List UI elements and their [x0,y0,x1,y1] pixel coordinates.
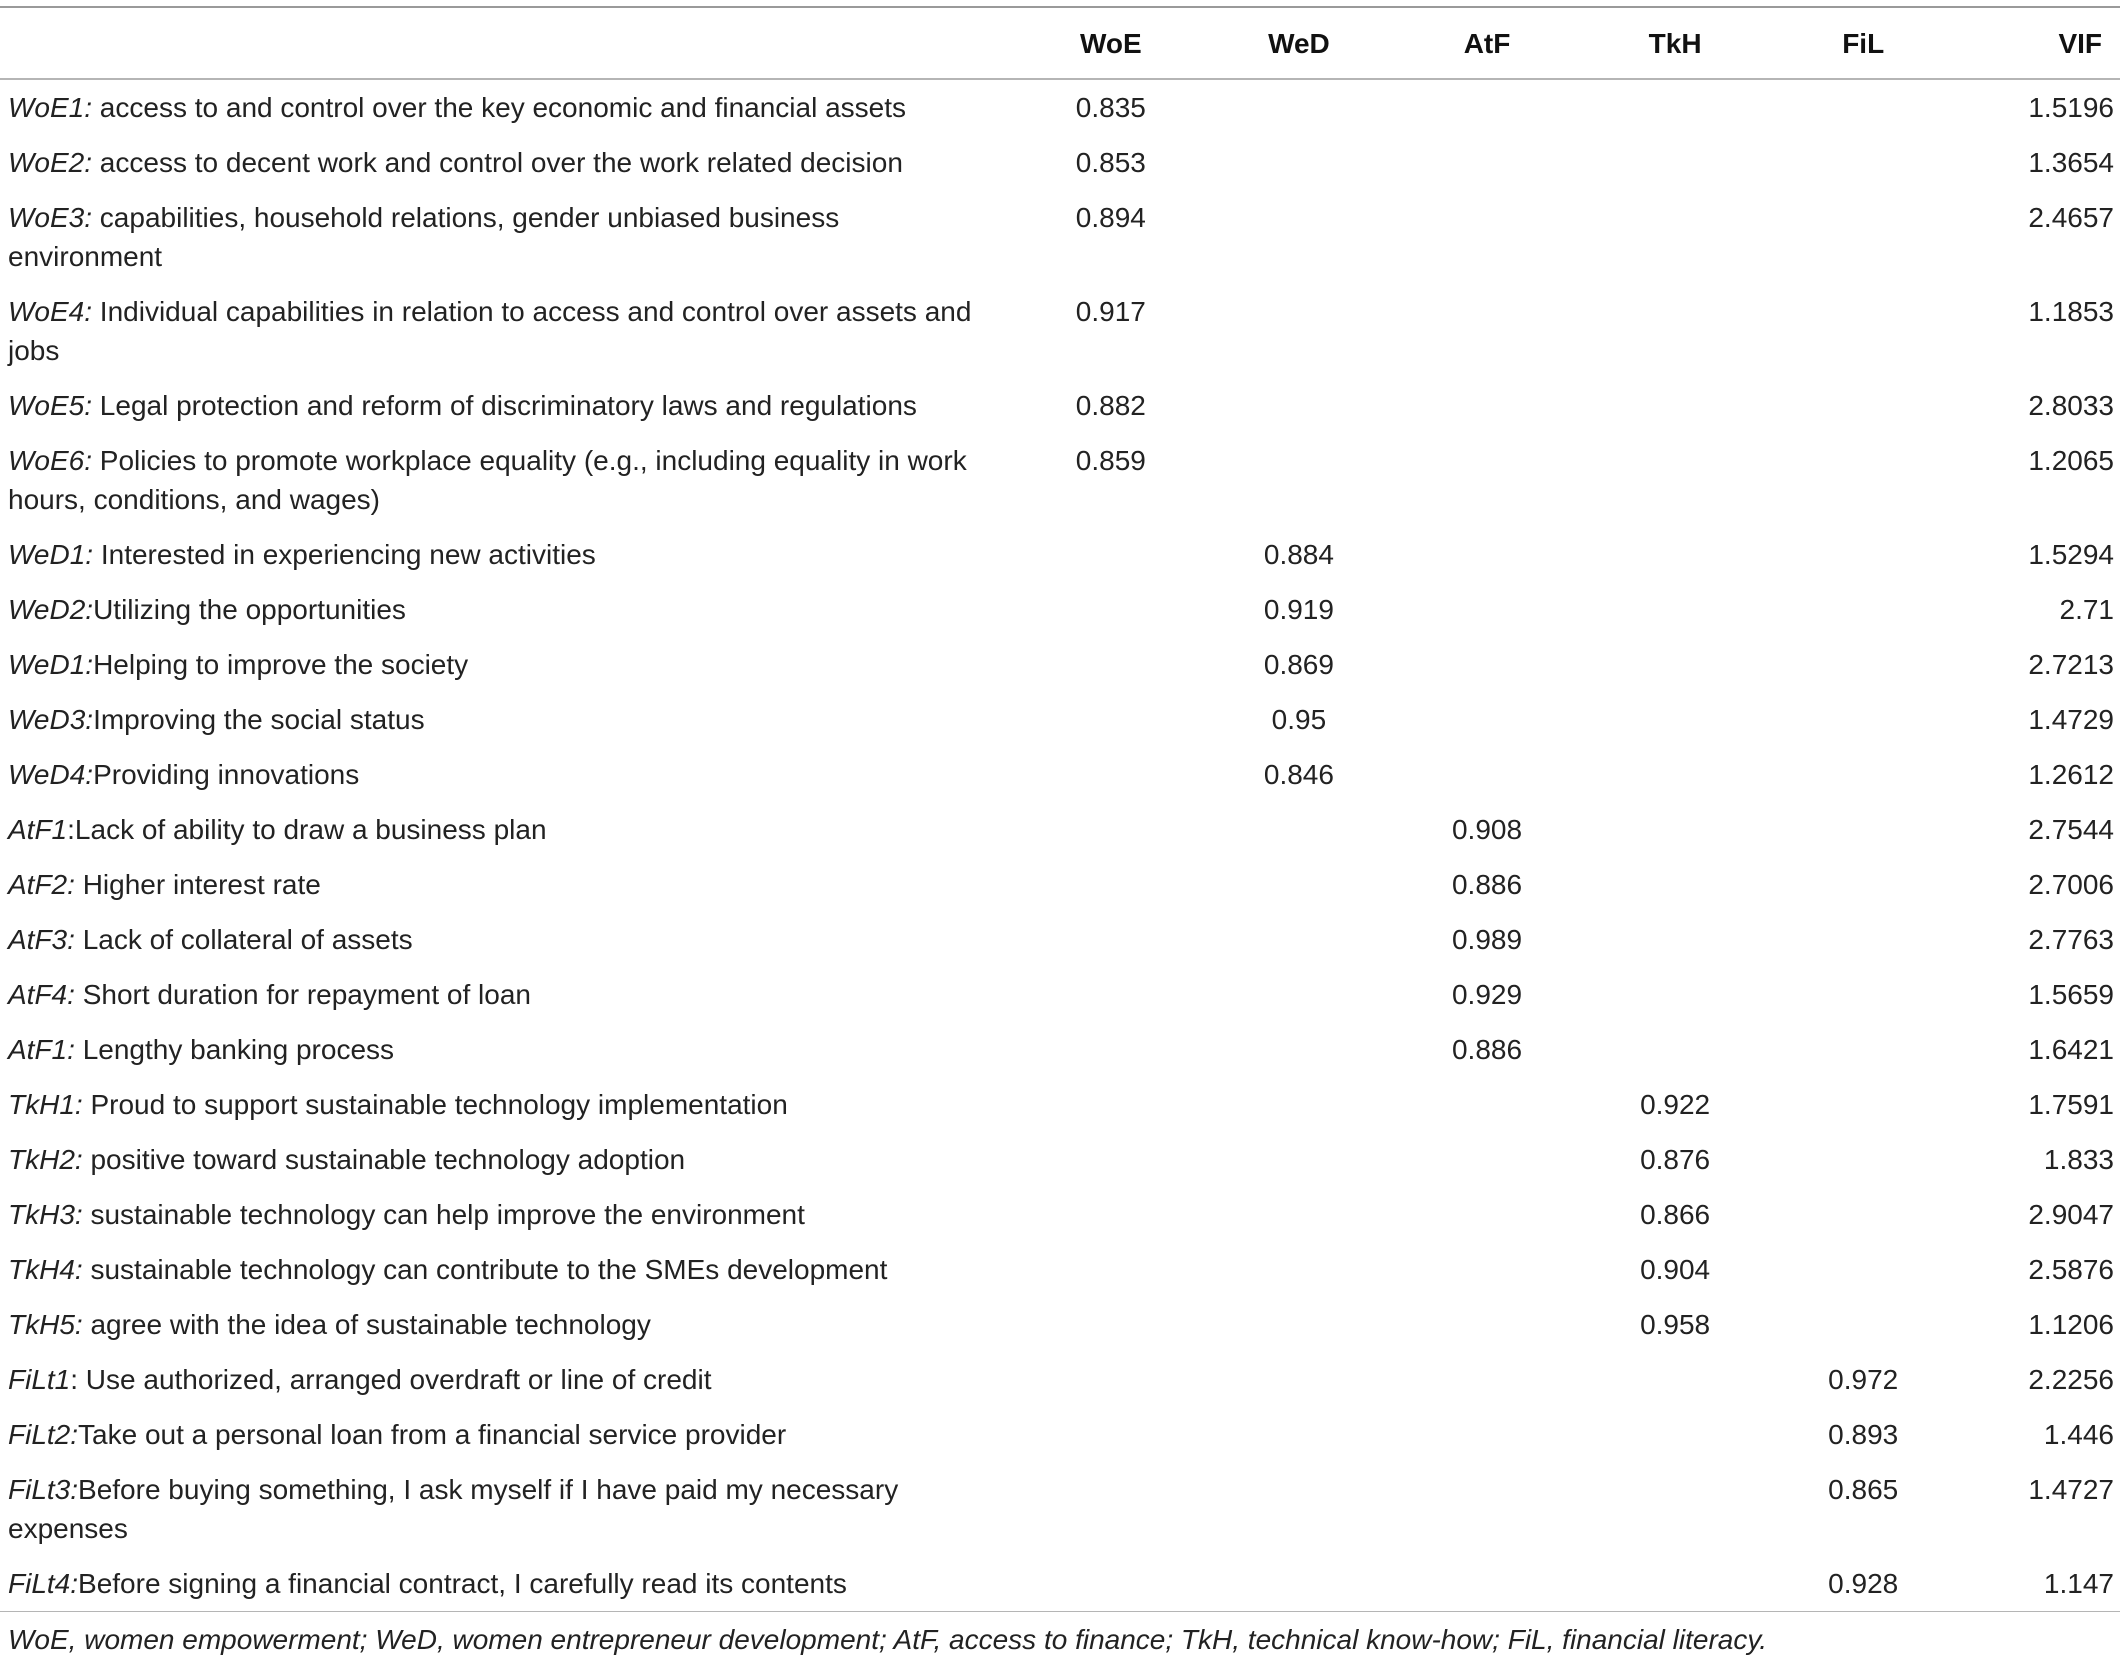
item-description: :Lack of ability to draw a business plan [67,813,547,845]
loading-cell-wed [1205,802,1393,857]
loading-cell-atf: 0.908 [1451,813,1523,845]
loading-cell-tkh [1581,527,1769,582]
table-row [0,1022,2120,1077]
loading-cell-wed [1205,1352,1393,1407]
loading-cell-woe [1017,1352,1205,1407]
item-description: access to and control over the key economic and financial assets [92,91,907,123]
loading-cell-fil [1769,1187,1957,1242]
item-code: FiLt4: [8,1567,79,1599]
loading-cell-fil [1769,582,1957,637]
vif-cell: 1.147 [2043,1567,2114,1599]
table-row [0,1077,2120,1132]
vif-cell: 1.4729 [2028,703,2114,735]
loading-cell-tkh [1581,433,1769,527]
loading-cell-wed [1205,1077,1393,1132]
loading-cell-fil [1769,802,1957,857]
vif-cell: 2.7213 [2028,648,2114,680]
item-cell [0,284,1017,378]
item-code: TkH5: [8,1308,83,1340]
item-code: WoE6: [8,444,93,476]
item-code: WoE5: [8,389,93,421]
vif-cell: 1.5196 [2028,91,2114,123]
vif-cell: 1.5294 [2028,538,2114,570]
item-description: Providing innovations [93,758,360,790]
loading-cell-tkh [1581,747,1769,802]
table-row [0,582,2120,637]
table-row [0,378,2120,433]
item-cell [0,190,1017,284]
loading-cell-tkh [1581,912,1769,967]
item-cell [0,1556,1017,1611]
loading-cell-tkh [1581,135,1769,190]
item-code: AtF3: [8,923,75,955]
loading-cell-wed: 0.884 [1263,538,1334,570]
table-row [0,80,2120,135]
item-description: Individual capabilities in relation to access and control over assets and jobs [8,295,980,366]
loading-cell-wed [1205,284,1393,378]
loading-cell-tkh [1581,857,1769,912]
loading-cell-atf [1393,692,1581,747]
table-row [0,190,2120,284]
header-item [0,8,1017,78]
loading-cell-fil [1769,967,1957,1022]
item-code: FiLt1 [8,1363,71,1395]
item-code: FiLt3: [8,1473,79,1505]
loading-cell-atf [1393,527,1581,582]
loading-cell-tkh: 0.958 [1640,1308,1711,1340]
loading-cell-atf [1393,637,1581,692]
table-row [0,433,2120,527]
loading-cell-atf [1393,1556,1581,1611]
loading-cell-fil [1769,1022,1957,1077]
vif-cell: 1.4727 [2028,1473,2114,1505]
item-code: WeD4: [8,758,94,790]
item-description: : Use authorized, arranged overdraft or line of credit [70,1363,712,1395]
item-cell [0,433,1017,527]
item-code: TkH2: [8,1143,83,1175]
vif-cell: 2.9047 [2028,1198,2114,1230]
loading-cell-fil: 0.893 [1828,1418,1899,1450]
loading-cell-woe [1017,802,1205,857]
loading-cell-woe [1017,857,1205,912]
loading-cell-wed: 0.869 [1263,648,1334,680]
item-code: WoE4: [8,295,93,327]
loading-cell-atf [1393,1132,1581,1187]
loading-cell-tkh [1581,692,1769,747]
loading-cell-wed [1205,1132,1393,1187]
loading-cell-tkh [1581,1462,1769,1556]
table-row [0,802,2120,857]
table-row [0,1132,2120,1187]
loading-cell-woe [1017,747,1205,802]
item-code: WeD1: [8,648,94,680]
item-cell [0,1022,1017,1077]
loading-cell-tkh [1581,80,1769,135]
table-row [0,912,2120,967]
table-row [0,135,2120,190]
vif-cell: 2.8033 [2028,389,2114,421]
item-cell [0,1407,1017,1462]
item-cell [0,1352,1017,1407]
header-wed: WeD [1268,27,1330,59]
item-description: Before signing a financial contract, I carefully read its contents [78,1567,847,1599]
loading-cell-woe [1017,1132,1205,1187]
loading-cell-atf [1393,1242,1581,1297]
loading-cell-atf [1393,582,1581,637]
vif-cell: 1.833 [2043,1143,2114,1175]
item-description: Lengthy banking process [74,1033,395,1065]
item-description: sustainable technology can contribute to the SMEs development [82,1253,888,1285]
loading-cell-fil [1769,692,1957,747]
item-description: positive toward sustainable technology adoption [82,1143,686,1175]
item-cell [0,527,1017,582]
loading-cell-wed [1205,1407,1393,1462]
loading-cell-woe [1017,1462,1205,1556]
item-cell [0,378,1017,433]
loading-cell-fil [1769,1132,1957,1187]
vif-cell: 2.4657 [2028,201,2114,233]
loading-cell-woe: 0.835 [1075,91,1146,123]
loading-cell-woe [1017,967,1205,1022]
item-description: agree with the idea of sustainable technology [82,1308,651,1340]
table-row [0,1556,2120,1611]
loading-cell-woe: 0.894 [1075,201,1146,233]
vif-cell: 2.2256 [2028,1363,2114,1395]
loading-cell-fil [1769,1297,1957,1352]
loading-cell-atf [1393,1297,1581,1352]
item-cell [0,912,1017,967]
loading-cell-tkh [1581,284,1769,378]
loading-cell-fil: 0.928 [1828,1567,1899,1599]
loading-cell-wed: 0.95 [1271,703,1327,735]
loading-cell-tkh [1581,637,1769,692]
item-cell [0,1297,1017,1352]
vif-cell: 1.6421 [2028,1033,2114,1065]
loading-cell-woe [1017,912,1205,967]
item-cell [0,1077,1017,1132]
loading-cell-atf [1393,80,1581,135]
loading-cell-woe: 0.859 [1075,444,1146,476]
table-row [0,1462,2120,1556]
loading-cell-atf: 0.929 [1451,978,1523,1010]
loading-cell-wed [1205,857,1393,912]
item-description: Helping to improve the society [93,648,469,680]
loading-cell-fil [1769,912,1957,967]
vif-cell: 1.2065 [2028,444,2114,476]
loading-cell-atf [1393,1462,1581,1556]
header-woe: WoE [1079,27,1142,59]
header-row [0,8,2120,78]
item-description: Lack of collateral of assets [74,923,413,955]
loading-cell-wed: 0.846 [1263,758,1334,790]
item-code: TkH3: [8,1198,83,1230]
loading-cell-fil [1769,747,1957,802]
factor-loadings-table [0,8,2120,1611]
loading-cell-wed [1205,80,1393,135]
table-row [0,284,2120,378]
loading-cell-atf [1393,135,1581,190]
vif-cell: 1.3654 [2028,146,2114,178]
loading-cell-tkh [1581,1022,1769,1077]
loading-cell-wed [1205,135,1393,190]
item-cell [0,135,1017,190]
table-row [0,1297,2120,1352]
item-code: AtF1 [8,813,68,845]
header-fil: FiL [1842,27,1885,59]
item-code: AtF2: [8,868,75,900]
item-cell [0,1242,1017,1297]
vif-cell: 2.71 [2059,593,2114,625]
item-description: Policies to promote workplace equality (e.g., including equality in work hours, conditions, and wages) [8,444,975,515]
loading-cell-woe [1017,1022,1205,1077]
loading-cell-tkh: 0.922 [1640,1088,1711,1120]
loading-cell-atf [1393,1352,1581,1407]
loading-cell-woe [1017,692,1205,747]
item-cell [0,1132,1017,1187]
loading-cell-tkh [1581,1352,1769,1407]
header-tkh: TkH [1648,27,1702,59]
vif-cell: 2.5876 [2028,1253,2114,1285]
loading-cell-tkh [1581,582,1769,637]
loading-cell-wed [1205,1022,1393,1077]
loading-cell-atf [1393,747,1581,802]
loading-cell-woe [1017,1187,1205,1242]
loading-cell-woe [1017,582,1205,637]
item-description: Interested in experiencing new activities [93,538,596,570]
loading-cell-fil [1769,190,1957,284]
loading-cell-fil [1769,637,1957,692]
table-row [0,1242,2120,1297]
loading-cell-wed [1205,912,1393,967]
loading-cell-woe [1017,527,1205,582]
loading-cell-wed [1205,967,1393,1022]
item-description: capabilities, household relations, gender unbiased business environment [8,201,847,272]
item-description: Improving the social status [93,703,425,735]
item-code: TkH4: [8,1253,83,1285]
loading-cell-fil [1769,527,1957,582]
item-code: AtF1: [8,1033,75,1065]
vif-cell: 1.446 [2043,1418,2114,1450]
loading-cell-atf [1393,1077,1581,1132]
item-code: WeD2: [8,593,94,625]
loading-cell-fil [1769,135,1957,190]
header-atf: AtF [1463,27,1511,59]
item-code: WoE1: [8,91,93,123]
loadings-table-container [0,6,2120,1660]
item-description: Utilizing the opportunities [93,593,406,625]
loading-cell-wed [1205,1297,1393,1352]
item-cell [0,80,1017,135]
item-code: WoE3: [8,201,93,233]
loading-cell-woe [1017,1242,1205,1297]
loading-cell-tkh [1581,967,1769,1022]
vif-cell: 1.5659 [2028,978,2114,1010]
loading-cell-woe: 0.853 [1075,146,1146,178]
loading-cell-woe [1017,637,1205,692]
loading-cell-atf [1393,190,1581,284]
vif-cell: 1.1206 [2028,1308,2114,1340]
item-description: Before buying something, I ask myself if I have paid my necessary expenses [8,1473,906,1544]
header-vif: VIF [2058,27,2102,59]
table-row [0,967,2120,1022]
loading-cell-fil [1769,1242,1957,1297]
loading-cell-tkh [1581,1556,1769,1611]
loading-cell-tkh [1581,378,1769,433]
item-description: Take out a personal loan from a financial service provider [78,1418,787,1450]
loading-cell-atf [1393,284,1581,378]
table-row [0,1187,2120,1242]
loading-cell-fil [1769,80,1957,135]
table-body [0,78,2120,1611]
loading-cell-woe: 0.882 [1075,389,1146,421]
loading-cell-tkh: 0.904 [1640,1253,1711,1285]
item-cell [0,692,1017,747]
item-code: TkH1: [8,1088,83,1120]
item-cell [0,967,1017,1022]
item-cell [0,637,1017,692]
loading-cell-atf [1393,1187,1581,1242]
item-code: AtF4: [8,978,75,1010]
loading-cell-atf: 0.886 [1451,1033,1523,1065]
vif-cell: 1.2612 [2028,758,2114,790]
table-row [0,1407,2120,1462]
loading-cell-tkh: 0.876 [1640,1143,1711,1175]
item-code: WeD3: [8,703,94,735]
loading-cell-tkh [1581,190,1769,284]
loading-cell-tkh: 0.866 [1640,1198,1711,1230]
table-footnote: WoE, women empowerment; WeD, women entrepreneur development; AtF, access to finance; TkH, technical know-how; FiL, financial literacy. [8,1624,1768,1655]
table-row [0,637,2120,692]
item-description: Short duration for repayment of loan [74,978,531,1010]
item-description: access to decent work and control over the work related decision [92,146,903,178]
item-cell [0,747,1017,802]
loading-cell-atf [1393,1407,1581,1462]
loading-cell-fil: 0.972 [1828,1363,1899,1395]
item-description: sustainable technology can help improve the environment [82,1198,805,1230]
loading-cell-woe [1017,1077,1205,1132]
table-row [0,527,2120,582]
table-row [0,747,2120,802]
loading-cell-atf: 0.886 [1451,868,1523,900]
loading-cell-woe [1017,1407,1205,1462]
vif-cell: 1.7591 [2028,1088,2114,1120]
loading-cell-wed [1205,190,1393,284]
item-description: Higher interest rate [74,868,321,900]
loading-cell-fil [1769,1077,1957,1132]
item-description: Proud to support sustainable technology implementation [82,1088,788,1120]
loading-cell-fil [1769,284,1957,378]
item-description: Legal protection and reform of discriminatory laws and regulations [92,389,917,421]
vif-cell: 2.7006 [2028,868,2114,900]
loading-cell-fil [1769,433,1957,527]
table-row [0,692,2120,747]
vif-cell: 2.7544 [2028,813,2114,845]
item-cell [0,802,1017,857]
item-cell [0,582,1017,637]
loading-cell-wed [1205,1187,1393,1242]
vif-cell: 1.1853 [2028,295,2114,327]
item-cell [0,857,1017,912]
item-code: WoE2: [8,146,93,178]
table-row [0,1352,2120,1407]
loading-cell-woe: 0.917 [1075,295,1146,327]
vif-cell: 2.7763 [2028,923,2114,955]
table-row [0,857,2120,912]
loading-cell-woe [1017,1556,1205,1611]
loading-cell-wed [1205,1462,1393,1556]
loading-cell-woe [1017,1297,1205,1352]
loading-cell-fil: 0.865 [1828,1473,1899,1505]
loading-cell-fil [1769,378,1957,433]
item-code: FiLt2: [8,1418,79,1450]
loading-cell-tkh [1581,1407,1769,1462]
loading-cell-wed [1205,1556,1393,1611]
loading-cell-wed: 0.919 [1263,593,1334,625]
loading-cell-atf [1393,378,1581,433]
item-cell [0,1462,1017,1556]
loading-cell-atf: 0.989 [1451,923,1523,955]
loading-cell-atf [1393,433,1581,527]
loading-cell-wed [1205,433,1393,527]
item-cell [0,1187,1017,1242]
item-code: WeD1: [8,538,94,570]
loading-cell-wed [1205,1242,1393,1297]
loading-cell-wed [1205,378,1393,433]
loading-cell-tkh [1581,802,1769,857]
loading-cell-fil [1769,857,1957,912]
